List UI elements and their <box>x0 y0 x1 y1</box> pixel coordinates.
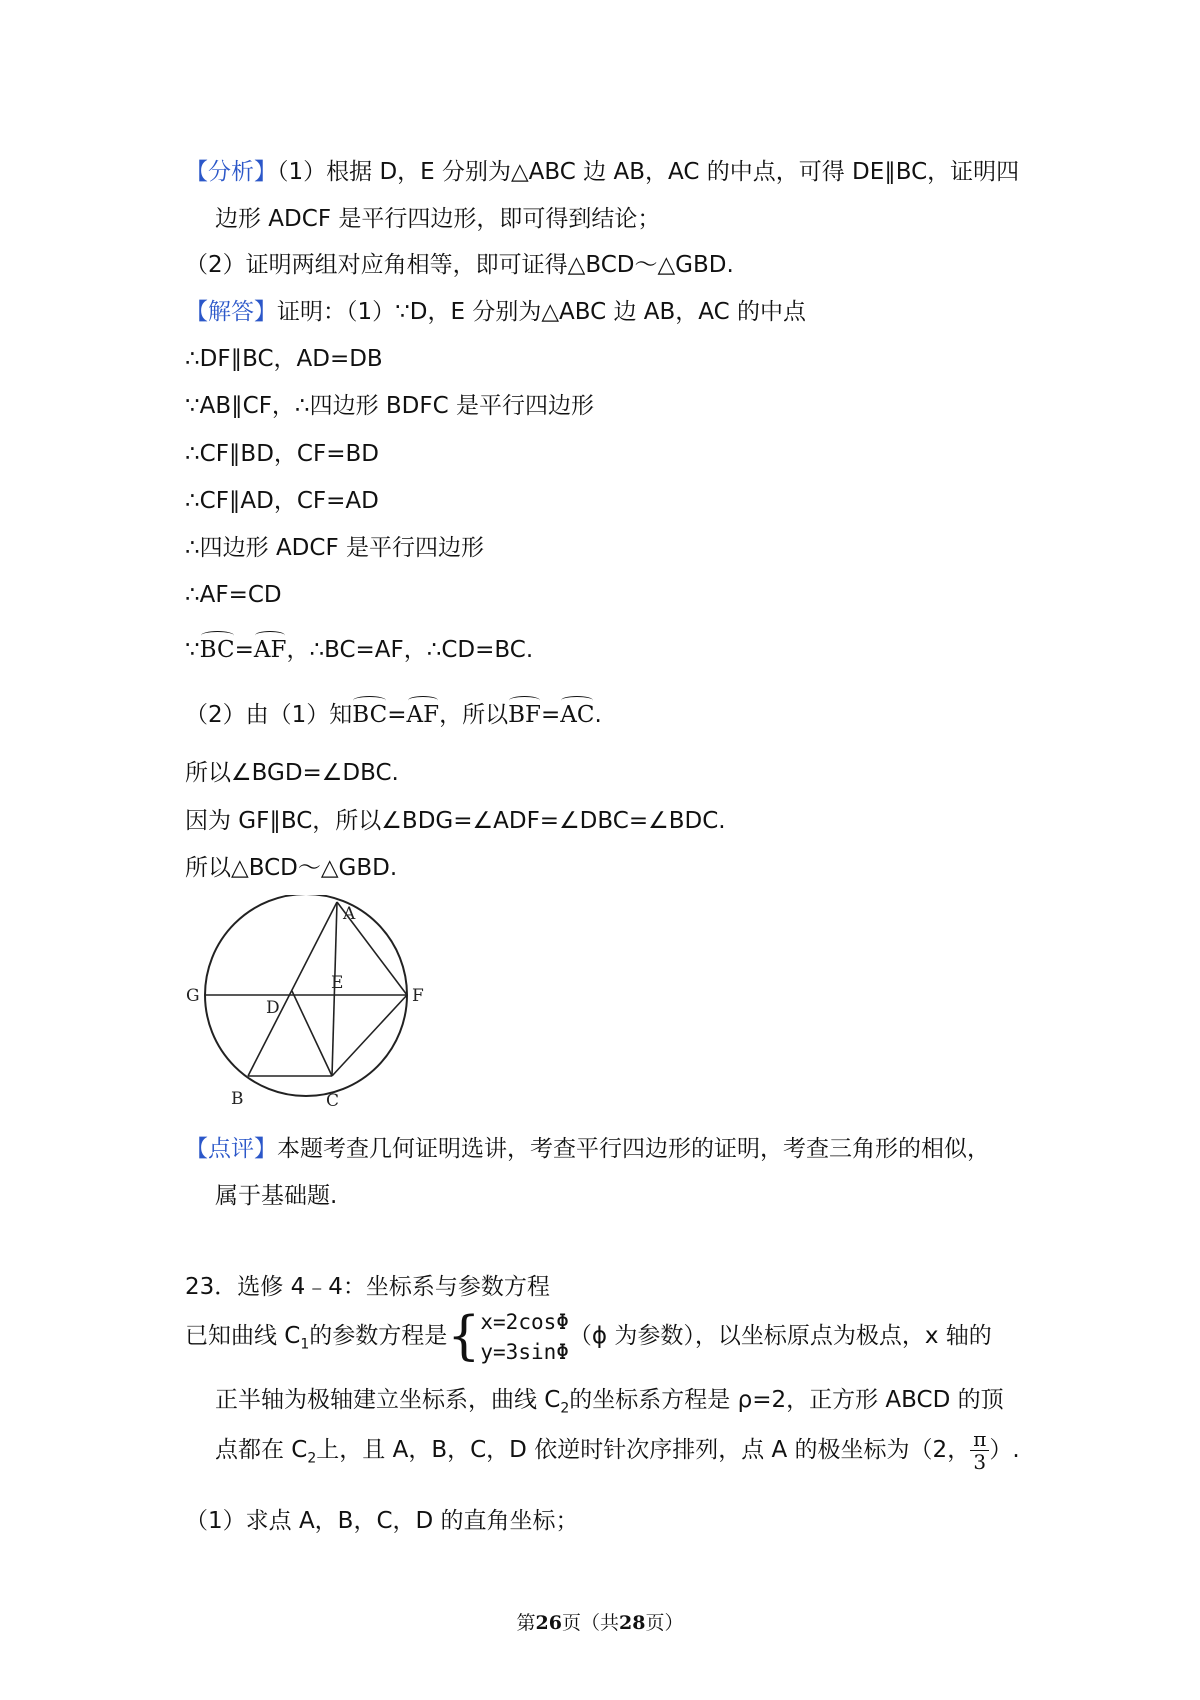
footer-page-number: 26 <box>535 1612 562 1634</box>
analysis-line-3: （2）证明两组对应角相等，即可证得△BCD～△GBD. <box>185 252 734 278</box>
part2-arc-ac: AC <box>560 702 595 728</box>
solution-after-2: 因为 GF∥BC，所以∠BDG=∠ADF=∠DBC=∠BDC. <box>185 808 726 834</box>
frac-den: 3 <box>973 1450 987 1474</box>
q23-line-2 <box>215 1385 1004 1424</box>
solution-part2-line <box>185 700 602 730</box>
frac-num: π <box>970 1428 989 1451</box>
q23-line3-end: ）. <box>989 1437 1020 1463</box>
parametric-system <box>480 1307 569 1367</box>
arc-line-suffix: ，∴BC=AF，∴CD=BC. <box>286 637 534 663</box>
solution-step-3: ∴CF∥BD，CF=BD <box>185 441 379 467</box>
q23-c-sub-3: 2 <box>307 1450 317 1467</box>
q23-line2-prefix: 正半轴为极轴建立坐标系，曲线 C <box>215 1387 561 1413</box>
solution-after-3: 所以△BCD～△GBD. <box>185 855 398 881</box>
part2-arc-af: AF <box>406 702 440 728</box>
eq-x: x=2cosΦ <box>480 1309 569 1334</box>
geometry-figure <box>186 895 426 1115</box>
fraction-pi-over-3 <box>970 1428 989 1473</box>
solution-step-5: ∴四边形 ADCF 是平行四边形 <box>185 535 484 561</box>
solution-step-4: ∴CF∥AD，CF=AD <box>185 488 379 514</box>
arc-line-prefix: ∵ <box>185 637 200 663</box>
comment-text-1: 本题考查几何证明选讲，考查平行四边形的证明，考查三角形的相似， <box>277 1136 990 1162</box>
solution-step-2: ∵AB∥CF，∴四边形 BDFC 是平行四边形 <box>185 393 594 419</box>
q23-line1-mid: 的参数方程是 <box>309 1323 448 1349</box>
part2-eq2: = <box>540 702 561 728</box>
arc-af: AF <box>253 637 287 663</box>
footer-mid: 页（共 <box>561 1612 619 1634</box>
solution-step-6: ∴AF=CD <box>185 582 282 608</box>
q23-line1-suffix: （ϕ 为参数），以坐标原点为极点，x 轴的 <box>568 1323 992 1349</box>
q23-line3-mid: 上，且 A，B，C，D 依逆时针次序排列，点 A 的极坐标为（2， <box>316 1437 971 1463</box>
label-b: B <box>231 1089 244 1109</box>
eq-y: y=3sinΦ <box>480 1339 569 1364</box>
q23-line2-suffix: 的坐标系方程是 ρ=2，正方形 ABCD 的顶 <box>569 1387 1004 1413</box>
q23-c-sub-2: 2 <box>560 1400 570 1417</box>
comment-line-2: 属于基础题. <box>215 1183 338 1209</box>
part2-prefix: （2）由（1）知 <box>185 702 353 728</box>
q23-part1: （1）求点 A，B，C，D 的直角坐标； <box>185 1508 579 1534</box>
solution-intro: 证明：（1）∵D，E 分别为△ABC 边 AB，AC 的中点 <box>277 299 807 325</box>
q23-line3-prefix: 点都在 C <box>215 1437 308 1463</box>
part2-arc-bf: BF <box>508 702 541 728</box>
part2-eq1: = <box>387 702 407 728</box>
label-c: C <box>326 1091 340 1111</box>
analysis-line-2: 边形 ADCF 是平行四边形，即可得到结论； <box>215 206 661 232</box>
comment-tag: 【点评】 <box>185 1136 277 1162</box>
footer-pre: 第 <box>516 1612 536 1634</box>
footer-post: 页） <box>645 1612 684 1634</box>
q23-title: 23．选修 4﹣4：坐标系与参数方程 <box>185 1274 550 1300</box>
brace-icon: { <box>447 1306 481 1367</box>
segment-dc <box>292 991 332 1076</box>
q23-line-3 <box>215 1424 1020 1485</box>
arc-eq: = <box>234 637 254 663</box>
footer-total-pages: 28 <box>619 1612 646 1634</box>
comment-line-1 <box>185 1134 990 1164</box>
q23-line1-prefix: 已知曲线 C <box>185 1323 301 1349</box>
q23-line-1 <box>185 1305 992 1376</box>
q23-c-sub-1: 1 <box>300 1336 310 1353</box>
analysis-tag: 【分析】 <box>185 159 277 185</box>
segment-cf <box>332 995 407 1076</box>
solution-intro-line <box>185 297 806 327</box>
segment-ba <box>248 902 337 1076</box>
solution-arc-line <box>185 635 533 665</box>
arc-bc: BC <box>199 637 235 663</box>
analysis-line-1 <box>185 157 1019 187</box>
label-g: G <box>186 986 200 1006</box>
solution-tag: 【解答】 <box>185 299 277 325</box>
label-e: E <box>331 973 344 993</box>
part2-end: . <box>594 702 602 728</box>
label-f: F <box>412 986 424 1006</box>
label-a: A <box>343 904 356 924</box>
solution-after-1: 所以∠BGD=∠DBC. <box>185 760 399 786</box>
part2-mid: ，所以 <box>439 702 509 728</box>
solution-step-1: ∴DF∥BC，AD=DB <box>185 346 383 372</box>
part2-arc-bc: BC <box>352 702 388 728</box>
label-d: D <box>266 998 280 1018</box>
page-footer <box>0 1608 1200 1635</box>
analysis-text-1: （1）根据 D，E 分别为△ABC 边 AB，AC 的中点，可得 DE∥BC，证明四 <box>277 159 1020 185</box>
